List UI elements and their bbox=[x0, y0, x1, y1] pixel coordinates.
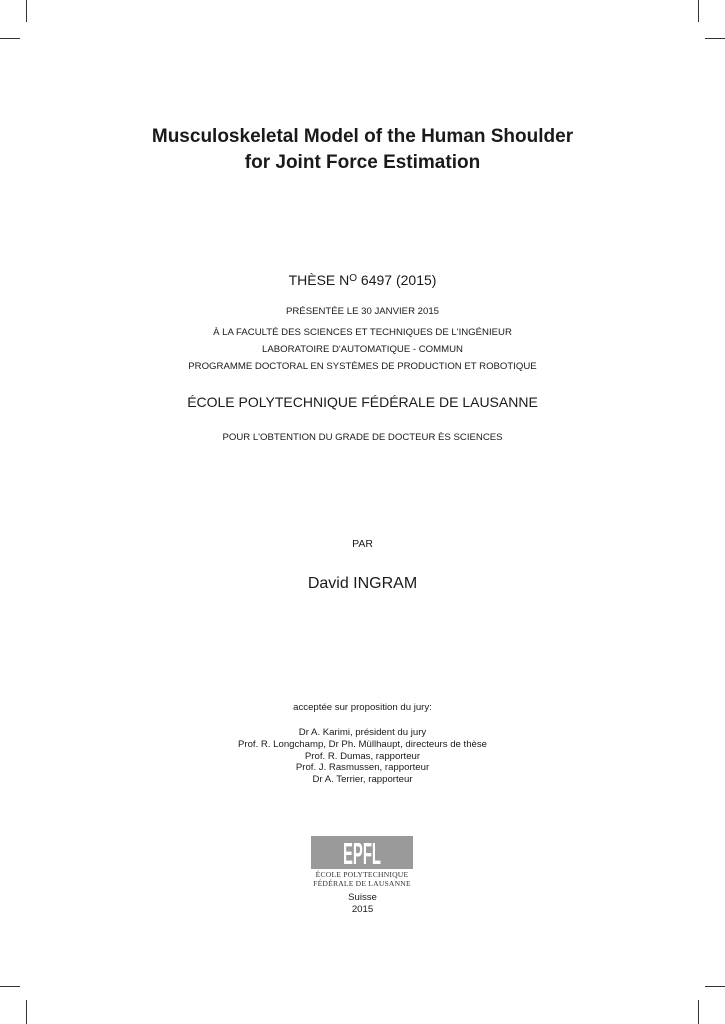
crop-mark-bottom-right-horizontal bbox=[705, 986, 725, 987]
epfl-logo bbox=[311, 836, 413, 888]
crop-mark-bottom-left-vertical bbox=[26, 1000, 27, 1024]
jury-member: Dr A. Terrier, rapporteur bbox=[312, 774, 413, 786]
doctoral-program-line: PROGRAMME DOCTORAL EN SYSTÈMES DE PRODUCTION ET ROBOTIQUE bbox=[188, 361, 537, 372]
jury-intro: acceptée sur proposition du jury: bbox=[293, 702, 432, 713]
jury-member: Prof. R. Dumas, rapporteur bbox=[304, 750, 421, 762]
thesis-number-prefix: THÈSE N bbox=[288, 272, 350, 288]
jury-member: Prof. J. Rasmussen, rapporteur bbox=[295, 762, 430, 774]
thesis-title bbox=[0, 124, 725, 176]
thesis-title-line-1: Musculoskeletal Model of the Human Shoulder bbox=[151, 126, 574, 147]
presentation-block bbox=[0, 303, 725, 375]
thesis-title-line-2: for Joint Force Estimation bbox=[244, 152, 481, 173]
jury-member: Dr A. Karimi, président du jury bbox=[298, 727, 427, 738]
school-name: ÉCOLE POLYTECHNIQUE FÉDÉRALE DE LAUSANNE bbox=[187, 394, 538, 410]
author-name: David INGRAM bbox=[307, 575, 418, 592]
presentation-date: PRÉSENTÉE LE 30 JANVIER 2015 bbox=[285, 306, 440, 317]
year: 2015 bbox=[351, 904, 374, 915]
epfl-logo-wordmark: EPFL bbox=[343, 836, 381, 871]
crop-mark-top-left-horizontal bbox=[0, 38, 20, 39]
crop-mark-bottom-left-horizontal bbox=[0, 986, 20, 987]
epfl-logo-caption-line-2: FÉDÉRALE DE LAUSANNE bbox=[313, 879, 411, 888]
faculty-line: À LA FACULTÉ DES SCIENCES ET TECHNIQUES DE L'INGÉNIEUR bbox=[213, 327, 512, 338]
par-label: PAR bbox=[352, 538, 373, 550]
degree-line: POUR L'OBTENTION DU GRADE DE DOCTEUR ÈS SCIENCES bbox=[222, 432, 503, 443]
crop-mark-top-right-vertical bbox=[698, 0, 699, 22]
epfl-logo-caption bbox=[311, 870, 413, 888]
thesis-number-superscript: O bbox=[349, 273, 358, 284]
epfl-logo-mark bbox=[311, 836, 413, 869]
thesis-number-value: 6497 (2015) bbox=[357, 272, 437, 288]
crop-mark-bottom-right-vertical bbox=[698, 1000, 699, 1024]
place-and-year bbox=[0, 892, 725, 916]
laboratory-line: LABORATOIRE D'AUTOMATIQUE - COMMUN bbox=[261, 344, 463, 355]
country: Suisse bbox=[348, 892, 377, 903]
crop-mark-top-right-horizontal bbox=[705, 38, 725, 39]
crop-mark-top-left-vertical bbox=[26, 0, 27, 22]
thesis-number bbox=[0, 272, 725, 288]
epfl-logo-caption-line-1: ÉCOLE POLYTECHNIQUE bbox=[315, 870, 409, 879]
jury-member: Prof. R. Longchamp, Dr Ph. Müllhaupt, directeurs de thèse bbox=[237, 738, 488, 750]
jury-list bbox=[0, 727, 725, 786]
